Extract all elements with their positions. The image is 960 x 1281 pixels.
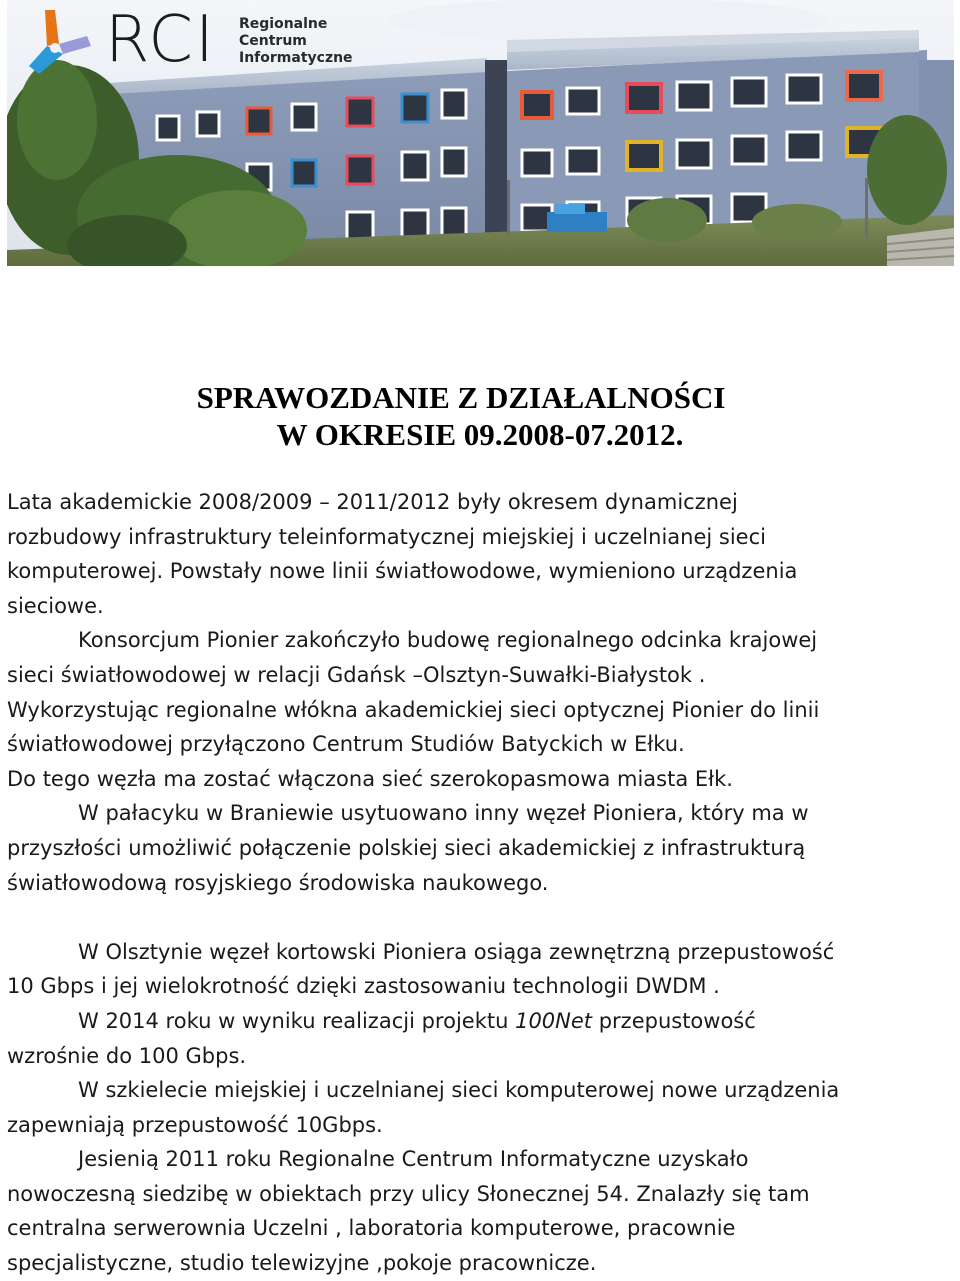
body-line: Konsorcjum Pionier zakończyło budowę regionalnego odcinka krajowej [78, 628, 818, 653]
logo-line-2: Centrum [239, 33, 307, 49]
paragraph-gap [7, 900, 952, 935]
logo-line-1: Regionalne [239, 16, 328, 32]
body-line: światłowodową rosyjskiego środowiska naukowego. [7, 870, 549, 895]
header-banner [7, 0, 954, 266]
body-line: Do tego węzła ma zostać włączona sieć szerokopasmowa miasta Ełk. [7, 766, 733, 791]
body-line: W Olsztynie węzeł kortowski Pioniera osiąga zewnętrzną przepustowość [78, 939, 835, 964]
rci-logo-mark-icon [17, 6, 97, 78]
page-title-line-1 [0, 380, 960, 416]
body-line: 10 Gbps i jej wielokrotność dzięki zastosowaniu technologii DWDM . [7, 974, 720, 999]
document-body [7, 485, 952, 1281]
body-line: komputerowej. Powstały nowe linii światłowodowe, wymieniono urządzenia [7, 559, 798, 584]
logo-text [239, 16, 353, 67]
logo-line-3: Informatyczne [239, 50, 353, 66]
body-line: wzrośnie do 100 Gbps. [7, 1043, 247, 1068]
body-line: W pałacyku w Braniewie usytuowano inny węzeł Pioniera, który ma w [78, 801, 809, 826]
body-line: zapewniają przepustowość 10Gbps. [7, 1112, 383, 1137]
body-line: Lata akademickie 2008/2009 – 2011/2012 były okresem dynamicznej [7, 490, 738, 514]
body-text: przepustowość [592, 1008, 756, 1033]
body-line: sieciowe. [7, 593, 104, 618]
body-line: sieci światłowodowej w relacji Gdańsk –Olsztyn-Suwałki-Białystok . [7, 662, 706, 687]
body-line: nowoczesną siedzibę w obiektach przy ulicy Słonecznej 54. Znalazły się tam [7, 1181, 810, 1206]
body-line: Jesienią 2011 roku Regionalne Centrum Informatyczne uzyskało [78, 1147, 749, 1172]
project-name: 100Net [515, 1008, 593, 1033]
logo [17, 3, 377, 78]
body-line: centralna serwerownia Uczelni , laboratoria komputerowe, pracownie [7, 1216, 736, 1241]
body-line: przyszłości umożliwić połączenie polskiej sieci akademickiej z infrastrukturą [7, 835, 806, 860]
body-line: Wykorzystując regionalne włókna akademickiej sieci optycznej Pionier do linii [7, 697, 820, 722]
title-text-1: SPRAWOZDANIE Z DZIAŁALNOŚCI [196, 380, 726, 415]
page-title-line-2: W OKRESIE 09.2008-07.2012. [276, 417, 684, 452]
body-text: W 2014 roku w wyniku realizacji projektu [78, 1008, 516, 1033]
body-line-mixed [7, 1004, 952, 1039]
body-line: W szkielecie miejskiej i uczelnianej sieci komputerowej nowe urządzenia [78, 1078, 840, 1103]
body-line: światłowodowej przyłączono Centrum Studiów Batyckich w Ełku. [7, 732, 685, 757]
body-line: specjalistyczne, studio telewizyjne ,pokoje pracownicze. [7, 1251, 597, 1276]
logo-short: RCI [105, 3, 216, 77]
body-line: rozbudowy infrastruktury teleinformatycznej miejskiej i uczelnianej sieci [7, 524, 766, 549]
